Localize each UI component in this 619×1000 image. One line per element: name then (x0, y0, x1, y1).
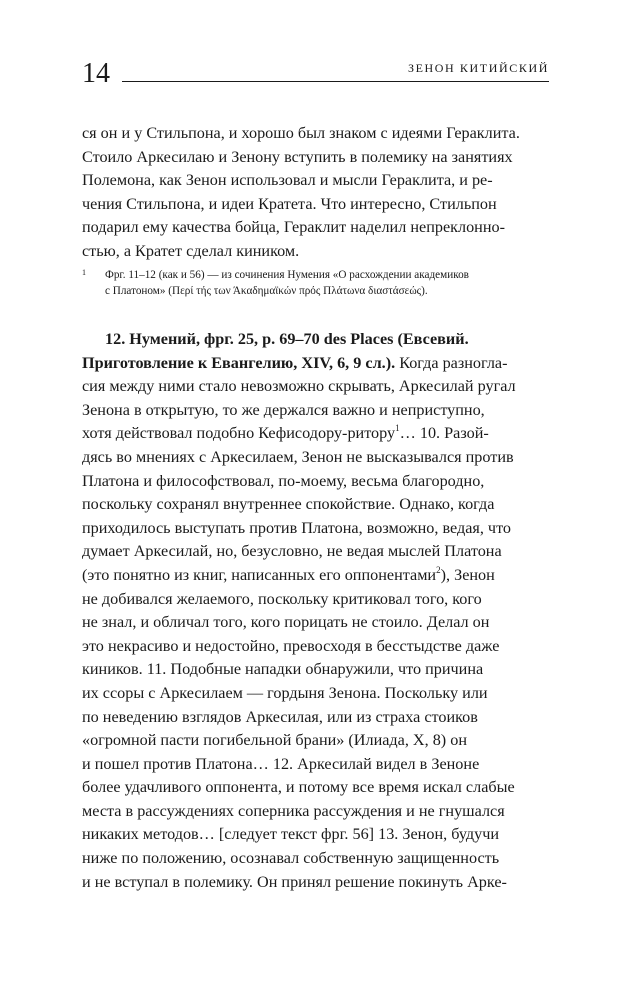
text-segment: ), Зенон (440, 565, 495, 584)
footnote (82, 267, 549, 299)
footnote-line: с Платоном» (Περί τής των Άκαδημαϊκών πρός Πλάτωνα διαστάσεώς). (105, 285, 428, 297)
text-line: чения Стильпона, и идеи Кратета. Что интересно, Стильпон (82, 194, 497, 213)
text-line: киников. 11. Подобные нападки обнаружили, что причина (82, 660, 484, 679)
text-line: поскольку сохранял внутреннее спокойствие. Однако, когда (82, 495, 495, 514)
text-line: Стоило Аркесилаю и Зенону вступить в полемику на занятиях (82, 147, 513, 166)
footnote-line: Фрг. 11–12 (как и 56) — из сочинения Нумения «О расхождении академиков (105, 269, 469, 281)
text-line: думает Аркесилай, но, безусловно, не ведая мыслей Платона (82, 542, 502, 561)
footnote-ref: 1 (395, 423, 400, 434)
fragment-heading-source: Приготовление к Евангелию, XIV, 6, 9 сл.). (82, 353, 396, 372)
fragment-paragraph (82, 328, 549, 894)
footnote-mark: 1 (82, 268, 86, 277)
fragment-heading: 12. Нумений, фрг. 25, р. 69–70 des Places (Евсевий. (105, 330, 469, 348)
text-line: не добивался желаемого, поскольку критиковал того, кого (82, 589, 482, 608)
text-line: и не вступал в полемику. Он принял решение покинуть Арке- (82, 872, 507, 891)
text-line: подарил ему качества бойца, Гераклит наделил непреклонно- (82, 218, 505, 237)
footnote-ref: 2 (436, 564, 441, 575)
text-line: Полемона, как Зенон использовал и мысли Гераклита, и ре- (82, 171, 493, 190)
text-line: никаких методов… [следует текст фрг. 56] 13. Зенон, будучи (82, 825, 500, 844)
text-line: Зенона в открытую, то же держался важно и неприступно, (82, 400, 485, 419)
page-header (82, 60, 549, 96)
text-line: дясь во мнениях с Аркесилаем, Зенон не высказывался против (82, 447, 514, 466)
text-segment: хотя действовал подобно Кефисодору-ритору (82, 424, 396, 443)
text-line: не знал, и обличал того, кого порицать не стоило. Делал он (82, 613, 490, 632)
text-line: места в рассуждениях соперника рассуждения и не гнушался (82, 801, 505, 820)
text-line (82, 564, 549, 588)
text-line: более удачливого оппонента, и потому все время искал слабые (82, 778, 515, 797)
text-line: ниже по положению, осознавал собственную защищенность (82, 849, 500, 868)
text-segment: … 10. Разой- (399, 424, 489, 443)
text-segment: (это понятно из книг, написанных его оппонентами (82, 565, 437, 584)
text-segment: Когда разногла- (395, 353, 508, 372)
header-rule (122, 81, 549, 82)
text-line: стью, а Кратет сделал киником. (82, 241, 300, 260)
text-line (82, 422, 549, 446)
text-line: ся он и у Стильпона, и хорошо был знаком с идеями Гераклита. (82, 124, 520, 142)
text-line: сия между ними стало невозможно скрывать, Аркесилай ругал (82, 377, 516, 396)
paragraph-continued (82, 122, 549, 264)
text-line: приходилось выступать против Платона, возможно, ведая, что (82, 518, 512, 537)
text-line: «огромной пасти погибельной брани» (Илиада, X, 8) он (82, 731, 467, 750)
text-line: по неведению взглядов Аркесилая, или из страха стоиков (82, 707, 478, 726)
text-line: это некрасиво и недостойно, превосходя в бесстыдстве даже (82, 636, 500, 655)
running-title: ЗЕНОН КИТИЙСКИЙ (407, 61, 549, 75)
text-line (82, 352, 549, 376)
text-line: и пошел против Платона… 12. Аркесилай видел в Зеноне (82, 754, 480, 773)
text-line: Платона и философствовал, по-моему, весьма благородно, (82, 471, 485, 490)
text-line: их ссоры с Аркесилаем — гордыня Зенона. Поскольку или (82, 683, 488, 702)
page-number: 14 (82, 58, 110, 89)
